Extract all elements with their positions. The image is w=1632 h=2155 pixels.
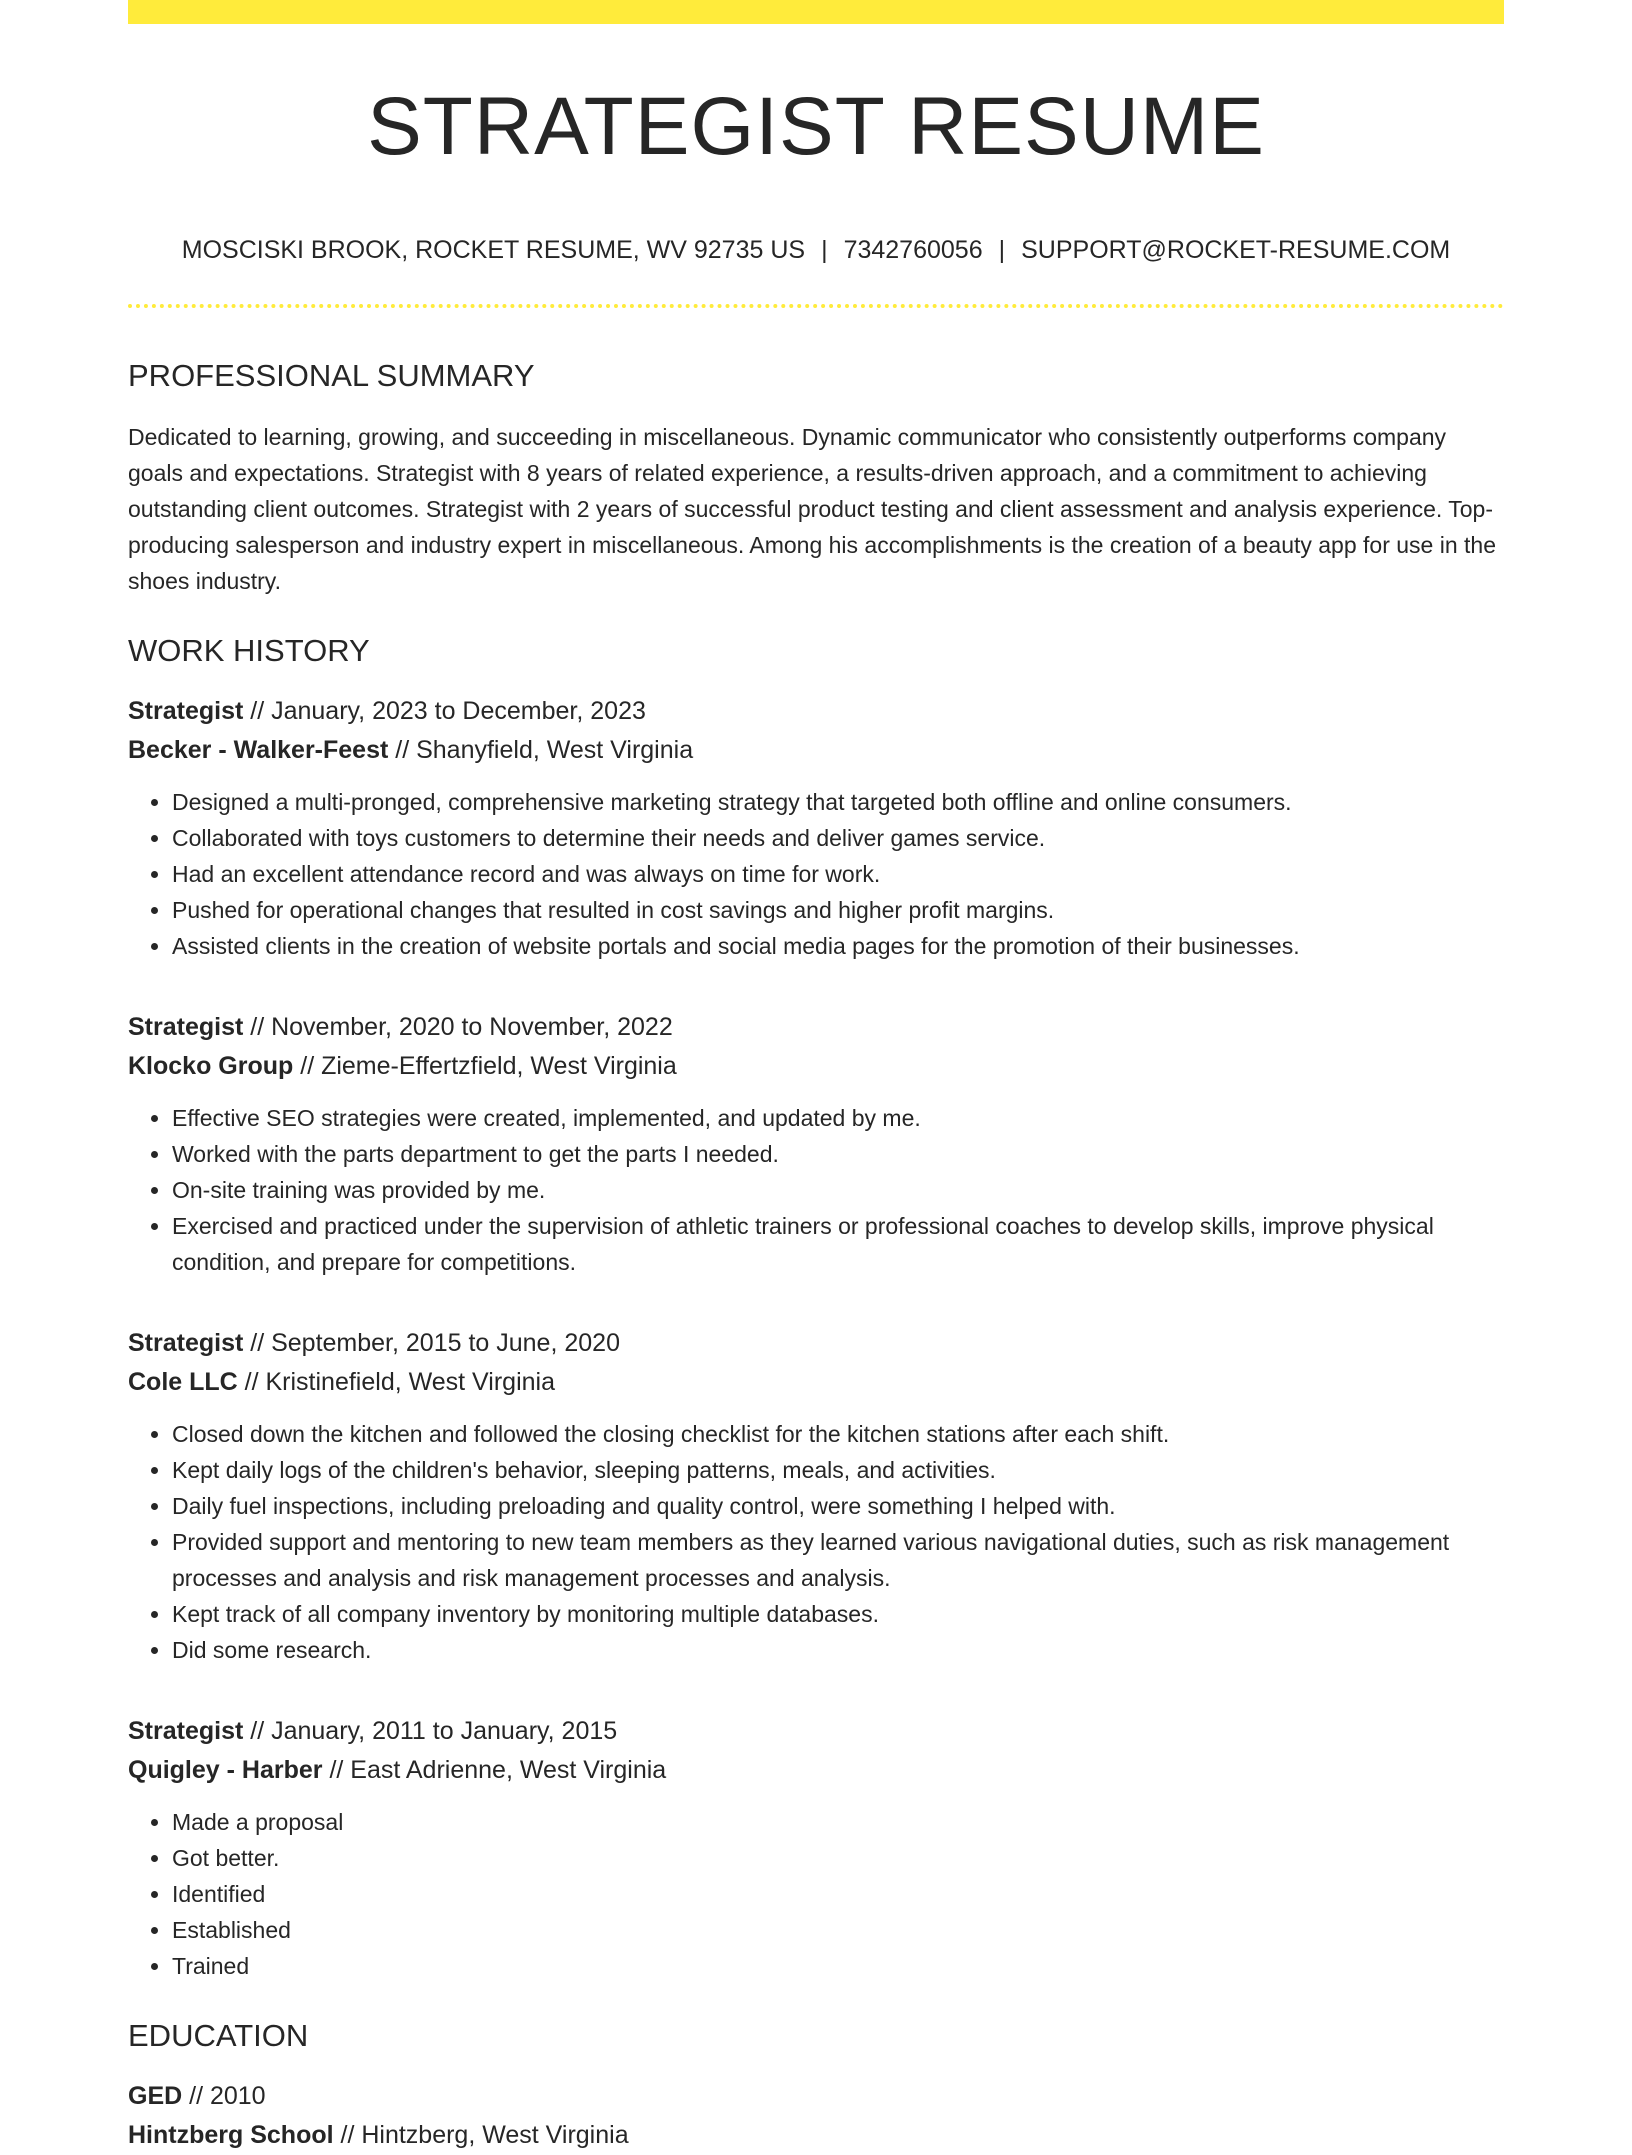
job-bullet: • Provided support and mentoring to new team members as they learned various navigational duties, such as risk management processes and analysis and risk management processes and analysis.	[172, 1524, 1504, 1596]
contact-email: SUPPORT@ROCKET-RESUME.COM	[1021, 236, 1451, 264]
work-history-list	[128, 692, 1504, 1984]
contact-phone: 7342760056	[843, 236, 983, 264]
job-bullet: • Effective SEO strategies were created, implemented, and updated by me.	[172, 1100, 1504, 1136]
accent-bar	[128, 0, 1504, 24]
job-bullet-list	[128, 1100, 1504, 1280]
job-bullet-list	[128, 1416, 1504, 1668]
job-bullet: • Pushed for operational changes that resulted in cost savings and higher profit margins.	[172, 892, 1504, 928]
job-dates: // January, 2011 to January, 2015	[243, 1717, 618, 1745]
job-company: Quigley - Harber	[128, 1756, 323, 1784]
contact-address: MOSCISKI BROOK, ROCKET RESUME, WV 92735 US	[181, 236, 806, 264]
contact-separator: |	[821, 236, 828, 264]
job-entry	[128, 1324, 1504, 1668]
job-bullet: • Kept daily logs of the children's behavior, sleeping patterns, meals, and activities.	[172, 1452, 1504, 1488]
contact-separator: |	[998, 236, 1006, 264]
job-company-line	[128, 1751, 1504, 1790]
job-dates: // January, 2023 to December, 2023	[243, 697, 646, 725]
job-title: Strategist	[128, 697, 244, 725]
job-bullet: • Exercised and practiced under the supervision of athletic trainers or professional coaches to develop skills, improve physical condition, and prepare for competitions.	[172, 1208, 1504, 1280]
job-company-line	[128, 1047, 1504, 1086]
job-company: Klocko Group	[128, 1052, 294, 1080]
job-title-line	[128, 1008, 1504, 1047]
education-heading: EDUCATION	[128, 2018, 309, 2053]
job-title-line	[128, 1712, 1504, 1751]
job-bullet: • Daily fuel inspections, including preloading and quality control, were something I helped with.	[172, 1488, 1504, 1524]
job-company-line	[128, 731, 1504, 770]
job-bullet: • Assisted clients in the creation of website portals and social media pages for the promotion of their businesses.	[172, 928, 1504, 964]
contact-line	[128, 238, 1504, 263]
job-dates: // November, 2020 to November, 2022	[243, 1013, 673, 1041]
education-degree-line	[128, 2077, 1504, 2116]
job-title-line	[128, 692, 1504, 731]
job-bullet: • Collaborated with toys customers to determine their needs and deliver games service.	[172, 820, 1504, 856]
education-school: Hintzberg School	[128, 2121, 334, 2149]
job-company: Cole LLC	[128, 1368, 238, 1396]
job-bullet: • Worked with the parts department to get the parts I needed.	[172, 1136, 1504, 1172]
job-bullet: • On-site training was provided by me.	[172, 1172, 1504, 1208]
job-company-line	[128, 1363, 1504, 1402]
job-bullet: • Got better.	[172, 1840, 1504, 1876]
job-dates: // September, 2015 to June, 2020	[243, 1329, 620, 1357]
job-bullet: • Designed a multi-pronged, comprehensive marketing strategy that targeted both offline and online consumers.	[172, 784, 1504, 820]
header-divider	[128, 304, 1504, 308]
summary-heading: PROFESSIONAL SUMMARY	[128, 358, 535, 393]
job-bullet: • Closed down the kitchen and followed the closing checklist for the kitchen stations after each shift.	[172, 1416, 1504, 1452]
job-location: // Zieme-Effertzfield, West Virginia	[293, 1052, 677, 1080]
job-bullet: • Made a proposal	[172, 1804, 1504, 1840]
job-entry	[128, 1008, 1504, 1280]
job-bullet: • Did some research.	[172, 1632, 1504, 1668]
job-bullet: • Established	[172, 1912, 1504, 1948]
job-title-line	[128, 1324, 1504, 1363]
education-location: // Hintzberg, West Virginia	[333, 2121, 629, 2149]
education-school-line	[128, 2116, 1504, 2155]
job-location: // Kristinefield, West Virginia	[237, 1368, 555, 1396]
education-entry	[128, 2077, 1504, 2155]
job-location: // Shanyfield, West Virginia	[388, 736, 694, 764]
job-location: // East Adrienne, West Virginia	[322, 1756, 667, 1784]
job-bullet: • Trained	[172, 1948, 1504, 1984]
education-degree: GED	[128, 2082, 183, 2110]
job-company: Becker - Walker-Feest	[128, 736, 389, 764]
job-bullet: • Had an excellent attendance record and was always on time for work.	[172, 856, 1504, 892]
job-title: Strategist	[128, 1013, 244, 1041]
work-history-heading: WORK HISTORY	[128, 633, 370, 668]
job-bullet: • Kept track of all company inventory by monitoring multiple databases.	[172, 1596, 1504, 1632]
education-year: // 2010	[182, 2082, 266, 2110]
job-title: Strategist	[128, 1717, 244, 1745]
job-bullet-list	[128, 784, 1504, 964]
job-entry	[128, 1712, 1504, 1984]
job-bullet: • Identified	[172, 1876, 1504, 1912]
job-bullet-list	[128, 1804, 1504, 1984]
resume-page	[128, 0, 1504, 2155]
summary-text: Dedicated to learning, growing, and succeeding in miscellaneous. Dynamic communicator who consistently outperforms company goals and expectations. Strategist with 8 years of related experience, a results-driven approach, and a commitment to achieving outstanding client outcomes. Strategist with 2 years of successful product testing and client assessment and analysis experience. Top-producing salesperson and industry expert in miscellaneous. Among his accomplishments is the creation of a beauty app for use in the shoes industry.	[128, 424, 1496, 594]
resume-title: STRATEGIST RESUME	[367, 81, 1265, 172]
job-title: Strategist	[128, 1329, 244, 1357]
job-entry	[128, 692, 1504, 964]
